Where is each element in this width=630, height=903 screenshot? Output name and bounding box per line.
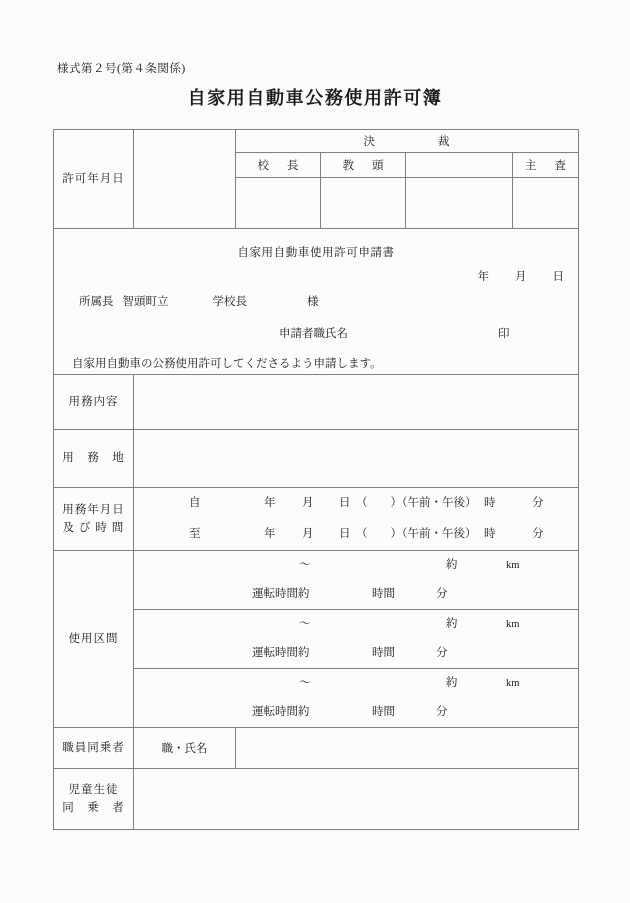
route-3-approx: 約 [446, 677, 458, 689]
decision-signature-inspector[interactable] [513, 178, 579, 229]
route-3-drive-time-line[interactable] [134, 698, 578, 727]
application-date-month: 月 [515, 271, 527, 283]
datetime-to-mark: 至 [189, 528, 201, 540]
route-2-tilde: 〜 [299, 618, 311, 630]
datetime-from-year: 年 [264, 497, 276, 509]
route-2-hour: 時間 [372, 647, 395, 659]
datetime-label-line2: 及 び 時 間 [62, 522, 125, 534]
staff-passenger-value[interactable] [236, 728, 579, 769]
route-2-unit: km [506, 619, 520, 630]
route-label: 使用区間 [54, 551, 134, 728]
datetime-from-month: 月 [302, 497, 314, 509]
datetime-line-from[interactable] [134, 488, 578, 519]
datetime-from-ampm: （午前・午後） [396, 497, 477, 509]
route-3-distance-line[interactable] [134, 669, 578, 698]
datetime-from-hour: 時 [484, 497, 496, 509]
route-1-hour: 時間 [372, 588, 395, 600]
addressee-town: 智頭町立 [122, 296, 169, 308]
route-3-unit: km [506, 678, 520, 689]
application-block [54, 229, 579, 375]
student-passenger-row [54, 769, 579, 830]
decision-signature-vice-principal[interactable] [321, 178, 406, 229]
decision-col-vice-principal-label: 教 頭 [321, 153, 406, 178]
decision-col-inspector-label: 主 査 [513, 153, 579, 178]
datetime-from-weekday: （ ） [356, 497, 402, 509]
datetime-from-minute: 分 [532, 497, 544, 509]
decision-header-char1: 決 [363, 136, 376, 148]
route-1-drive-label: 運転時間約 [252, 588, 310, 600]
datetime-row [54, 488, 579, 551]
application-date-day: 日 [552, 271, 564, 283]
student-passenger-label [54, 769, 134, 830]
staff-passenger-sublabel: 職・氏名 [134, 728, 236, 769]
route-entry-1[interactable] [134, 551, 579, 610]
datetime-to-day: 日 [339, 528, 351, 540]
datetime-to-weekday: （ ） [356, 528, 402, 540]
application-date-year: 年 [477, 271, 489, 283]
datetime-to-minute: 分 [532, 528, 544, 540]
datetime-to-year: 年 [264, 528, 276, 540]
decision-signature-principal[interactable] [236, 178, 321, 229]
datetime-label-line1: 用務年月日 [62, 503, 125, 516]
datetime-to-ampm: （午前・午後） [396, 528, 477, 540]
decision-col-principal-label: 校 長 [236, 153, 321, 178]
application-title: 自家用自動車使用許可申請書 [237, 247, 395, 259]
route-1-drive-time-line[interactable] [134, 580, 578, 609]
route-3-minute: 分 [436, 706, 448, 718]
route-2-drive-time-line[interactable] [134, 639, 578, 668]
addressee-role: 学校長 [212, 296, 247, 308]
route-1-distance-line[interactable] [134, 551, 578, 580]
datetime-from-mark: 自 [189, 497, 201, 509]
form-number: 様式第２号(第４条関係) [57, 63, 186, 75]
datetime-label [54, 488, 134, 551]
staff-passenger-label: 職員同乗者 [54, 728, 134, 769]
route-1-tilde: 〜 [299, 559, 311, 571]
datetime-to-hour: 時 [484, 528, 496, 540]
purpose-row [54, 375, 579, 430]
approval-header-row [54, 130, 579, 153]
route-1-unit: km [506, 560, 520, 571]
route-1-approx: 約 [446, 559, 458, 571]
permit-form-table [53, 129, 579, 830]
page-title: 自家用自動車公務使用許可簿 [187, 88, 443, 108]
purpose-label: 用務内容 [54, 375, 134, 430]
addressee-prefix: 所属長 [79, 296, 114, 308]
student-passenger-label-line2: 同 乗 者 [62, 802, 125, 814]
decision-header-char2: 裁 [438, 136, 451, 148]
staff-passenger-row [54, 728, 579, 769]
route-3-hour: 時間 [372, 706, 395, 718]
application-date[interactable] [478, 268, 565, 284]
application-body-text: 自家用自動車の公務使用許可してくださるよう申請します。 [72, 358, 382, 370]
route-2-minute: 分 [436, 647, 448, 659]
route-3-tilde: 〜 [299, 677, 311, 689]
decision-signature-blank[interactable] [406, 178, 513, 229]
route-3-drive-label: 運転時間約 [252, 706, 310, 718]
route-entry-3[interactable] [134, 669, 579, 728]
datetime-line-to[interactable] [134, 519, 578, 550]
student-passenger-value[interactable] [134, 769, 579, 830]
decision-header [236, 130, 579, 153]
route-2-drive-label: 運転時間約 [252, 647, 310, 659]
approval-date-value[interactable] [134, 130, 236, 229]
datetime-values[interactable] [134, 488, 579, 551]
application-addressee [79, 293, 319, 309]
purpose-value[interactable] [134, 375, 579, 430]
seal-mark: 印 [498, 328, 510, 340]
approval-date-label: 許可年月日 [54, 130, 134, 229]
route-entry-2[interactable] [134, 610, 579, 669]
route-2-approx: 約 [446, 618, 458, 630]
applicant-name-line[interactable] [279, 325, 510, 341]
student-passenger-label-line1: 児童生徒 [68, 783, 119, 796]
place-label: 用 務 地 [54, 430, 134, 488]
route-row-1 [54, 551, 579, 610]
datetime-from-day: 日 [339, 497, 351, 509]
addressee-honorific: 様 [307, 296, 319, 308]
decision-col-blank-label [406, 153, 513, 178]
datetime-to-month: 月 [302, 528, 314, 540]
route-1-minute: 分 [436, 588, 448, 600]
application-row [54, 229, 579, 375]
route-2-distance-line[interactable] [134, 610, 578, 639]
place-row [54, 430, 579, 488]
place-value[interactable] [134, 430, 579, 488]
applicant-name-label: 申請者職氏名 [279, 328, 348, 340]
